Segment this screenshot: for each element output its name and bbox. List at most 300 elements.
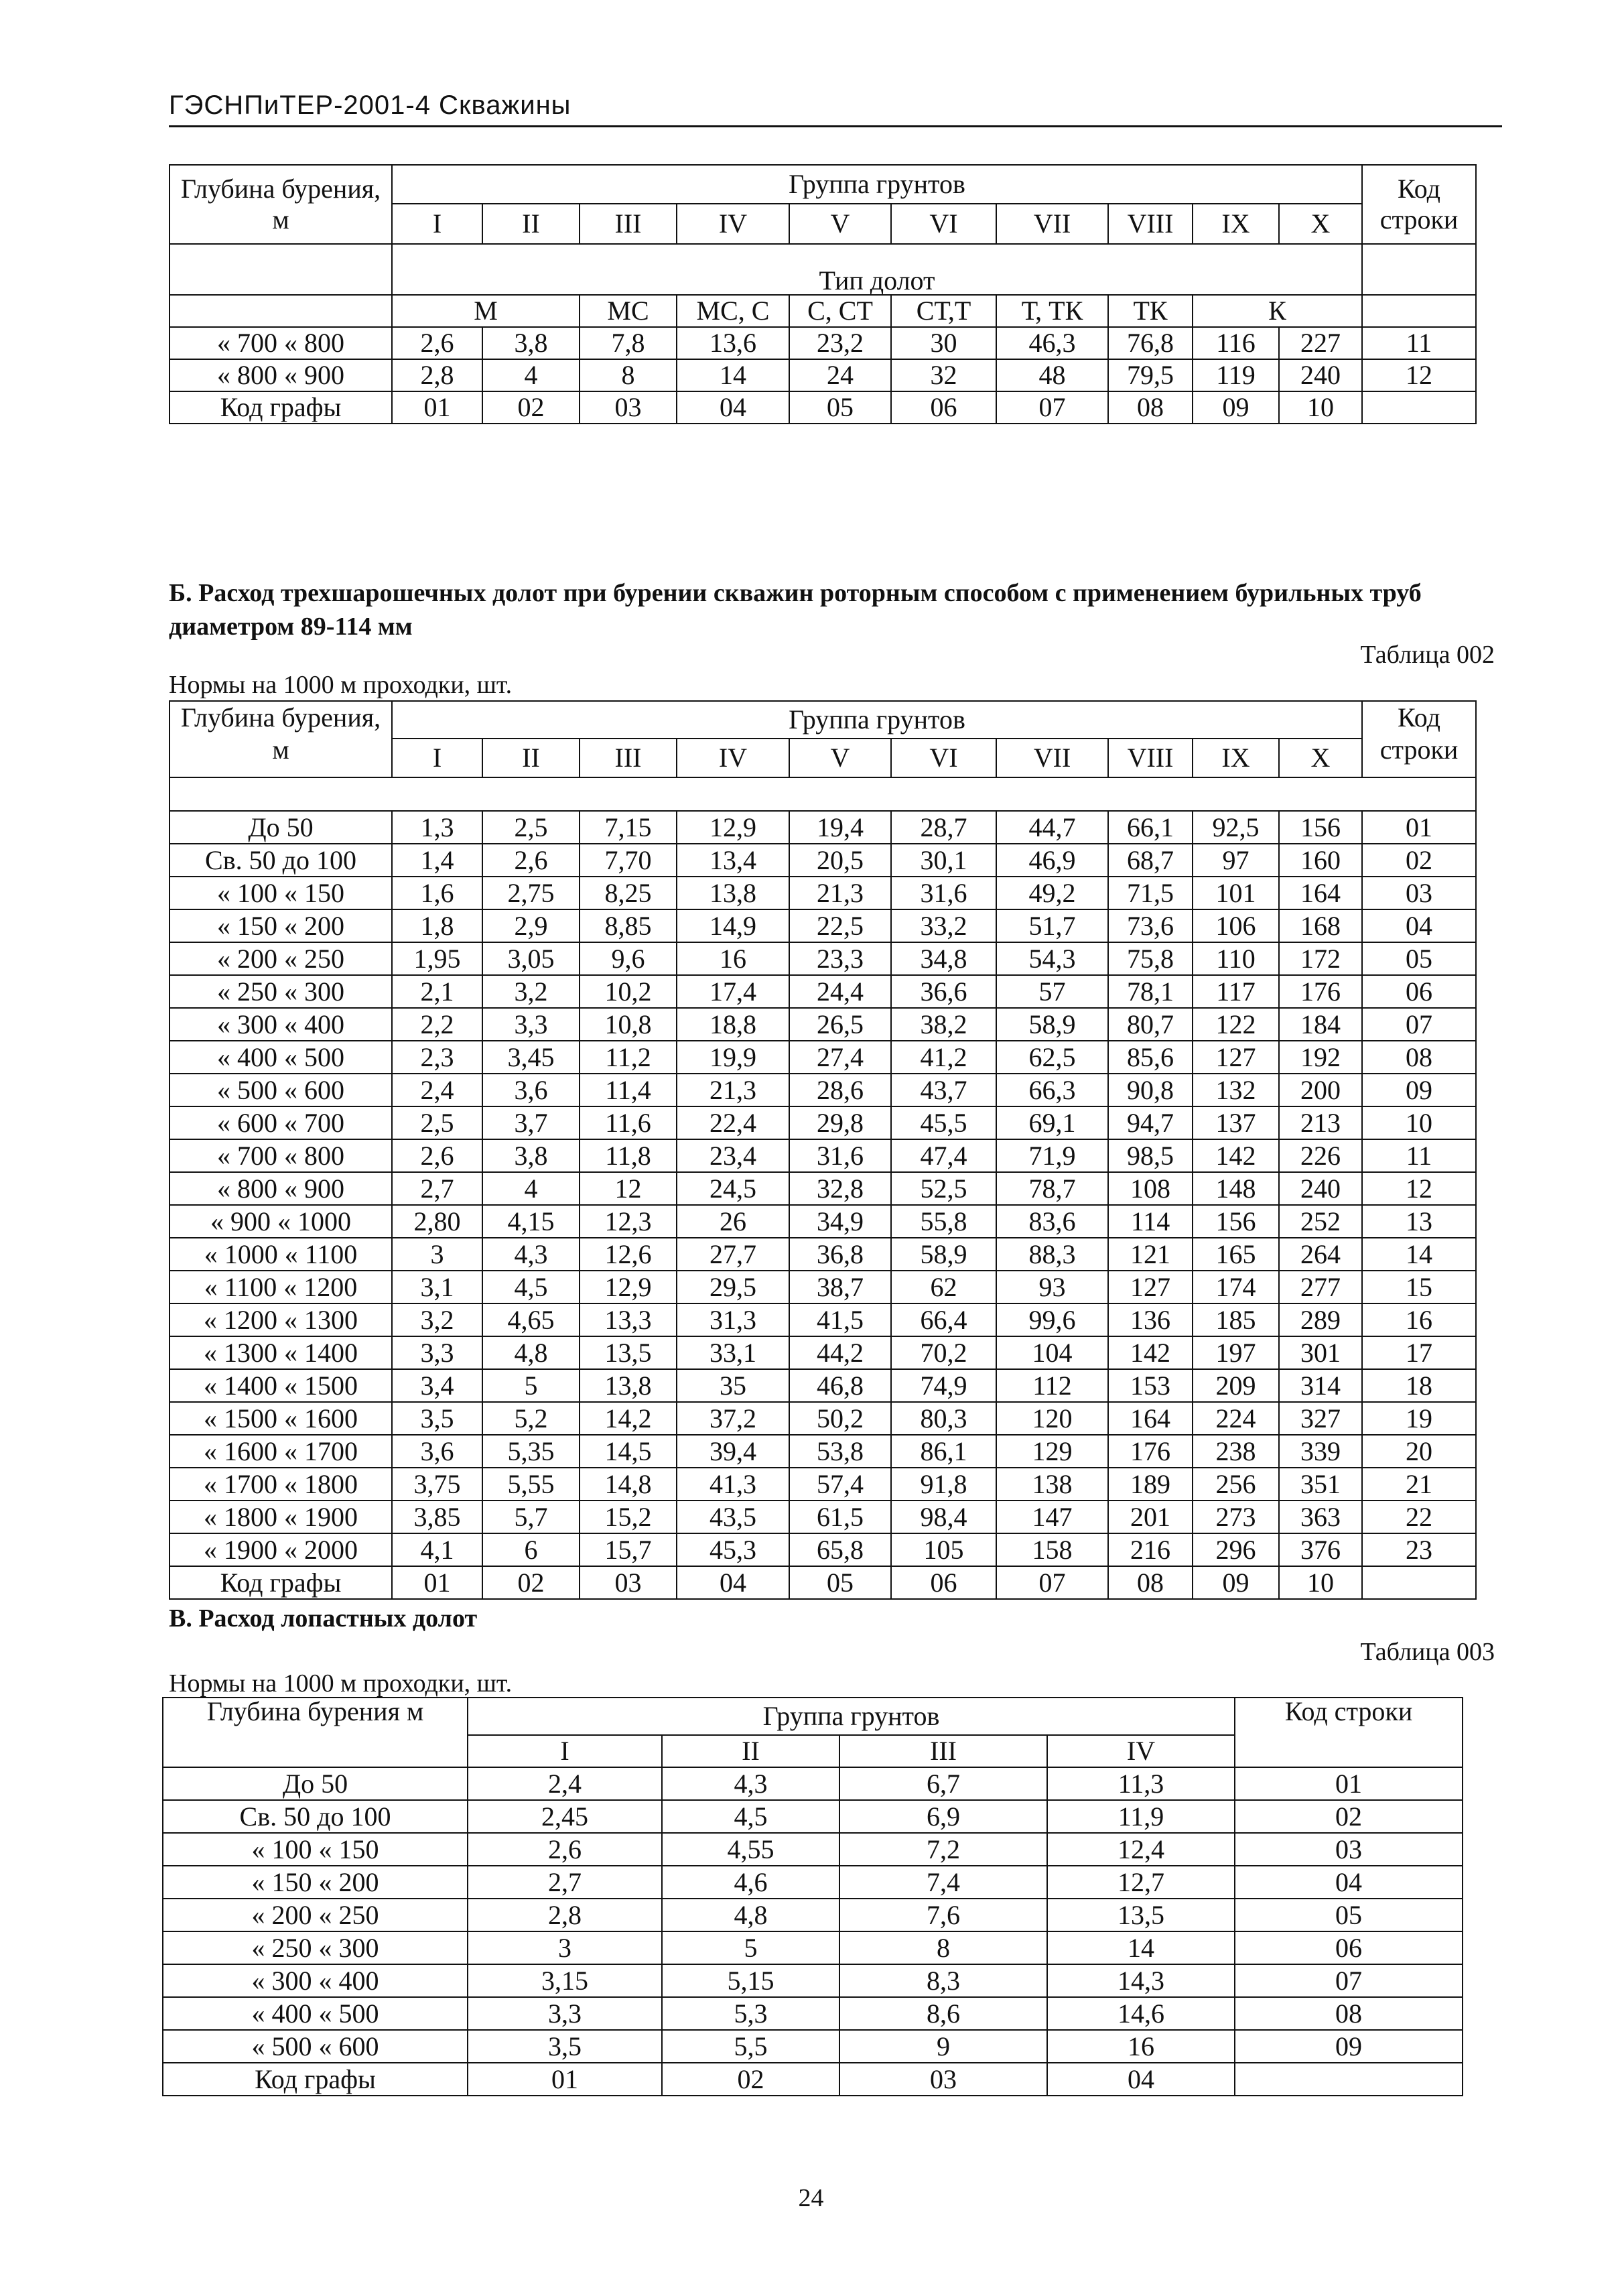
depth-cell: До 50	[170, 811, 392, 844]
value-cell: 2,3	[392, 1041, 482, 1074]
value-cell: 116	[1193, 327, 1279, 359]
row-code-cell: 12	[1362, 1172, 1476, 1205]
value-cell: 101	[1193, 877, 1279, 909]
column-code-label: Код графы	[170, 1566, 392, 1599]
value-cell: 3	[392, 1238, 482, 1271]
column-code-cell: 08	[1108, 391, 1193, 424]
depth-cell: « 150 « 200	[163, 1866, 468, 1899]
value-cell: 13,5	[1047, 1899, 1235, 1931]
value-cell: 43,7	[891, 1074, 996, 1106]
value-cell: 314	[1279, 1369, 1362, 1402]
value-cell: 142	[1108, 1336, 1193, 1369]
table-row	[170, 1008, 1476, 1041]
column-code-cell: 03	[839, 2063, 1047, 2096]
table-row	[170, 1402, 1476, 1435]
table-row	[170, 975, 1476, 1008]
footer-row	[170, 1566, 1476, 1599]
row-code-cell: 16	[1362, 1303, 1476, 1336]
value-cell: 23,4	[677, 1139, 789, 1172]
value-cell: 5	[662, 1931, 839, 1964]
column-code-cell: 10	[1279, 391, 1362, 424]
group-header-cell: VII	[996, 739, 1108, 777]
value-cell: 57,4	[789, 1468, 891, 1501]
value-cell: 2,6	[468, 1833, 662, 1866]
column-code-cell: 01	[392, 1566, 482, 1599]
value-cell: 12,9	[677, 811, 789, 844]
value-cell: 7,4	[839, 1866, 1047, 1899]
value-cell: 277	[1279, 1271, 1362, 1303]
value-cell: 7,15	[580, 811, 677, 844]
value-cell: 4,55	[662, 1833, 839, 1866]
group-column-header: Группа грунтов	[392, 165, 1362, 204]
column-code-cell: 09	[1193, 1566, 1279, 1599]
value-cell: 117	[1193, 975, 1279, 1008]
blank-cell	[170, 244, 392, 295]
depth-cell: « 150 « 200	[170, 909, 392, 942]
value-cell: 6,7	[839, 1767, 1047, 1800]
depth-cell: Св. 50 до 100	[163, 1800, 468, 1833]
value-cell: 20,5	[789, 844, 891, 877]
value-cell: 8,85	[580, 909, 677, 942]
value-cell: 14,2	[580, 1402, 677, 1435]
value-cell: 45,3	[677, 1533, 789, 1566]
value-cell: 21,3	[789, 877, 891, 909]
value-cell: 1,6	[392, 877, 482, 909]
row-code-cell: 07	[1235, 1964, 1463, 1997]
row-code-column-header: Код строки	[1235, 1698, 1463, 1735]
value-cell: 4,1	[392, 1533, 482, 1566]
value-cell: 1,3	[392, 811, 482, 844]
page-number: 24	[798, 2184, 824, 2212]
blank-cell	[1362, 295, 1476, 327]
row-code-cell: 03	[1235, 1833, 1463, 1866]
table-row	[163, 2030, 1463, 2063]
value-cell: 44,2	[789, 1336, 891, 1369]
depth-column-header: Глубина бурения м	[163, 1698, 468, 1735]
value-cell: 3,2	[482, 975, 580, 1008]
row-code-cell: 04	[1362, 909, 1476, 942]
value-cell: 62	[891, 1271, 996, 1303]
value-cell: 2,4	[468, 1767, 662, 1800]
value-cell: 197	[1193, 1336, 1279, 1369]
value-cell: 7,8	[580, 327, 677, 359]
value-cell: 209	[1193, 1369, 1279, 1402]
value-cell: 8,3	[839, 1964, 1047, 1997]
table-row	[170, 1271, 1476, 1303]
value-cell: 3,5	[392, 1402, 482, 1435]
value-cell: 9	[839, 2030, 1047, 2063]
bit-type-cell: ТК	[1108, 295, 1193, 327]
value-cell: 3,4	[392, 1369, 482, 1402]
value-cell: 46,9	[996, 844, 1108, 877]
blank-row	[170, 777, 1476, 811]
table-row	[170, 844, 1476, 877]
value-cell: 2,6	[482, 844, 580, 877]
depth-cell: « 1800 « 1900	[170, 1501, 392, 1533]
table-a	[169, 164, 1477, 424]
group-header-cell: V	[789, 204, 891, 244]
value-cell: 227	[1279, 327, 1362, 359]
value-cell: 85,6	[1108, 1041, 1193, 1074]
row-code-cell: 15	[1362, 1271, 1476, 1303]
value-cell: 339	[1279, 1435, 1362, 1468]
value-cell: 68,7	[1108, 844, 1193, 877]
depth-cell: « 250 « 300	[170, 975, 392, 1008]
depth-cell: « 400 « 500	[163, 1997, 468, 2030]
depth-cell: « 1600 « 1700	[170, 1435, 392, 1468]
value-cell: 30,1	[891, 844, 996, 877]
row-code-cell: 18	[1362, 1369, 1476, 1402]
value-cell: 4,5	[662, 1800, 839, 1833]
depth-cell: « 1000 « 1100	[170, 1238, 392, 1271]
section-c-title: В. Расход лопастных долот	[169, 1604, 478, 1633]
table-row	[170, 1501, 1476, 1533]
value-cell: 4,3	[482, 1238, 580, 1271]
value-cell: 88,3	[996, 1238, 1108, 1271]
value-cell: 13,8	[677, 877, 789, 909]
column-code-cell: 02	[482, 391, 580, 424]
value-cell: 240	[1279, 1172, 1362, 1205]
value-cell: 23,3	[789, 942, 891, 975]
value-cell: 62,5	[996, 1041, 1108, 1074]
group-header-cell: I	[392, 739, 482, 777]
value-cell: 93	[996, 1271, 1108, 1303]
column-code-cell: 05	[789, 391, 891, 424]
depth-cell: До 50	[163, 1767, 468, 1800]
table-003-label: Таблица 003	[1360, 1638, 1495, 1666]
row-code-column-header: Код строки	[1362, 165, 1476, 244]
value-cell: 4,65	[482, 1303, 580, 1336]
section-b-norms: Нормы на 1000 м проходки, шт.	[169, 671, 513, 699]
row-code-cell: 21	[1362, 1468, 1476, 1501]
column-code-cell: 01	[468, 2063, 662, 2096]
value-cell: 46,3	[996, 327, 1108, 359]
value-cell: 71,9	[996, 1139, 1108, 1172]
value-cell: 174	[1193, 1271, 1279, 1303]
table-row	[170, 1369, 1476, 1402]
group-header-cell: III	[839, 1735, 1047, 1767]
value-cell: 192	[1279, 1041, 1362, 1074]
value-cell: 33,1	[677, 1336, 789, 1369]
column-code-label: Код графы	[163, 2063, 468, 2096]
value-cell: 200	[1279, 1074, 1362, 1106]
bit-type-cell: СТ,Т	[891, 295, 996, 327]
value-cell: 2,7	[468, 1866, 662, 1899]
value-cell: 9,6	[580, 942, 677, 975]
depth-cell: « 100 « 150	[163, 1833, 468, 1866]
value-cell: 168	[1279, 909, 1362, 942]
depth-cell: « 1300 « 1400	[170, 1336, 392, 1369]
row-code-cell: 05	[1362, 942, 1476, 975]
blank-cell	[1362, 1566, 1476, 1599]
value-cell: 14,6	[1047, 1997, 1235, 2030]
value-cell: 5,2	[482, 1402, 580, 1435]
value-cell: 4,15	[482, 1205, 580, 1238]
value-cell: 78,7	[996, 1172, 1108, 1205]
row-code-cell: 17	[1362, 1336, 1476, 1369]
value-cell: 4,5	[482, 1271, 580, 1303]
value-cell: 148	[1193, 1172, 1279, 1205]
row-code-cell: 08	[1362, 1041, 1476, 1074]
value-cell: 5,3	[662, 1997, 839, 2030]
row-code-cell: 13	[1362, 1205, 1476, 1238]
depth-cell: « 800 « 900	[170, 1172, 392, 1205]
value-cell: 54,3	[996, 942, 1108, 975]
row-code-cell: 06	[1235, 1931, 1463, 1964]
value-cell: 27,7	[677, 1238, 789, 1271]
row-code-cell: 11	[1362, 327, 1476, 359]
depth-column-header: Глубина бурения, м	[170, 701, 392, 777]
value-cell: 147	[996, 1501, 1108, 1533]
row-code-column-header: Код строки	[1362, 701, 1476, 777]
page-header	[169, 90, 1502, 127]
value-cell: 70,2	[891, 1336, 996, 1369]
value-cell: 13,6	[677, 327, 789, 359]
value-cell: 2,4	[392, 1074, 482, 1106]
group-header-cell: V	[789, 739, 891, 777]
value-cell: 37,2	[677, 1402, 789, 1435]
table-row	[170, 909, 1476, 942]
group-header-cell: VI	[891, 739, 996, 777]
column-code-cell: 04	[677, 1566, 789, 1599]
bit-type-cell: С, СТ	[789, 295, 891, 327]
value-cell: 12,4	[1047, 1833, 1235, 1866]
value-cell: 5,7	[482, 1501, 580, 1533]
table-003	[162, 1697, 1463, 2096]
footer-row	[163, 2063, 1463, 2096]
value-cell: 2,8	[468, 1899, 662, 1931]
value-cell: 43,5	[677, 1501, 789, 1533]
row-code-cell: 06	[1362, 975, 1476, 1008]
column-code-cell: 07	[996, 391, 1108, 424]
value-cell: 3,3	[482, 1008, 580, 1041]
depth-cell: « 1400 « 1500	[170, 1369, 392, 1402]
value-cell: 49,2	[996, 877, 1108, 909]
value-cell: 13,4	[677, 844, 789, 877]
group-header-cell: IX	[1193, 204, 1279, 244]
value-cell: 108	[1108, 1172, 1193, 1205]
value-cell: 66,3	[996, 1074, 1108, 1106]
table-row	[170, 1172, 1476, 1205]
value-cell: 66,1	[1108, 811, 1193, 844]
value-cell: 80,3	[891, 1402, 996, 1435]
value-cell: 24	[789, 359, 891, 391]
value-cell: 122	[1193, 1008, 1279, 1041]
table-row	[170, 1468, 1476, 1501]
value-cell: 58,9	[891, 1238, 996, 1271]
value-cell: 11,2	[580, 1041, 677, 1074]
value-cell: 156	[1193, 1205, 1279, 1238]
value-cell: 3,15	[468, 1964, 662, 1997]
table-row	[170, 811, 1476, 844]
value-cell: 110	[1193, 942, 1279, 975]
value-cell: 11,4	[580, 1074, 677, 1106]
value-cell: 12,7	[1047, 1866, 1235, 1899]
depth-cell: « 300 « 400	[163, 1964, 468, 1997]
value-cell: 28,7	[891, 811, 996, 844]
row-code-cell: 09	[1362, 1074, 1476, 1106]
value-cell: 92,5	[1193, 811, 1279, 844]
value-cell: 164	[1108, 1402, 1193, 1435]
value-cell: 79,5	[1108, 359, 1193, 391]
row-code-cell: 23	[1362, 1533, 1476, 1566]
table-row	[170, 1303, 1476, 1336]
row-code-cell: 14	[1362, 1238, 1476, 1271]
document-title: ГЭСНПиТЕР-2001-4 Скважины	[169, 90, 571, 120]
value-cell: 153	[1108, 1369, 1193, 1402]
row-code-cell: 10	[1362, 1106, 1476, 1139]
value-cell: 31,6	[789, 1139, 891, 1172]
group-header-cell: VI	[891, 204, 996, 244]
value-cell: 31,3	[677, 1303, 789, 1336]
value-cell: 132	[1193, 1074, 1279, 1106]
value-cell: 8,25	[580, 877, 677, 909]
value-cell: 112	[996, 1369, 1108, 1402]
value-cell: 86,1	[891, 1435, 996, 1468]
column-code-cell: 06	[891, 391, 996, 424]
value-cell: 158	[996, 1533, 1108, 1566]
value-cell: 114	[1108, 1205, 1193, 1238]
value-cell: 41,3	[677, 1468, 789, 1501]
value-cell: 156	[1279, 811, 1362, 844]
value-cell: 189	[1108, 1468, 1193, 1501]
group-header-cell: IX	[1193, 739, 1279, 777]
group-header-row	[163, 1735, 1463, 1767]
value-cell: 10,2	[580, 975, 677, 1008]
blank-cell	[170, 295, 392, 327]
value-cell: 121	[1108, 1238, 1193, 1271]
value-cell: 165	[1193, 1238, 1279, 1271]
column-code-cell: 04	[1047, 2063, 1235, 2096]
value-cell: 3,5	[468, 2030, 662, 2063]
value-cell: 216	[1108, 1533, 1193, 1566]
depth-cell: Св. 50 до 100	[170, 844, 392, 877]
value-cell: 4,8	[662, 1899, 839, 1931]
value-cell: 3,3	[468, 1997, 662, 2030]
value-cell: 138	[996, 1468, 1108, 1501]
value-cell: 5,55	[482, 1468, 580, 1501]
value-cell: 15,2	[580, 1501, 677, 1533]
value-cell: 363	[1279, 1501, 1362, 1533]
value-cell: 2,6	[392, 327, 482, 359]
depth-cell: « 250 « 300	[163, 1931, 468, 1964]
table-row	[170, 1139, 1476, 1172]
column-code-cell: 07	[996, 1566, 1108, 1599]
table-row	[170, 359, 1476, 391]
value-cell: 10,8	[580, 1008, 677, 1041]
value-cell: 32	[891, 359, 996, 391]
value-cell: 29,8	[789, 1106, 891, 1139]
value-cell: 22,4	[677, 1106, 789, 1139]
depth-cell: « 1200 « 1300	[170, 1303, 392, 1336]
depth-cell: « 900 « 1000	[170, 1205, 392, 1238]
depth-cell: « 1900 « 2000	[170, 1533, 392, 1566]
row-code-cell: 11	[1362, 1139, 1476, 1172]
value-cell: 13,3	[580, 1303, 677, 1336]
table-row	[170, 942, 1476, 975]
value-cell: 301	[1279, 1336, 1362, 1369]
group-header-cell: III	[580, 739, 677, 777]
row-code-cell: 22	[1362, 1501, 1476, 1533]
value-cell: 184	[1279, 1008, 1362, 1041]
value-cell: 5,5	[662, 2030, 839, 2063]
blank-cell	[1362, 244, 1476, 295]
value-cell: 7,70	[580, 844, 677, 877]
value-cell: 8	[580, 359, 677, 391]
value-cell: 69,1	[996, 1106, 1108, 1139]
table-row	[170, 1533, 1476, 1566]
value-cell: 136	[1108, 1303, 1193, 1336]
table-row	[163, 1964, 1463, 1997]
depth-cell: « 500 « 600	[170, 1074, 392, 1106]
value-cell: 97	[1193, 844, 1279, 877]
value-cell: 172	[1279, 942, 1362, 975]
value-cell: 33,2	[891, 909, 996, 942]
value-cell: 13,8	[580, 1369, 677, 1402]
value-cell: 45,5	[891, 1106, 996, 1139]
column-code-cell: 01	[392, 391, 482, 424]
group-header-cell: VII	[996, 204, 1108, 244]
value-cell: 104	[996, 1336, 1108, 1369]
value-cell: 39,4	[677, 1435, 789, 1468]
group-header-cell: IV	[677, 204, 789, 244]
value-cell: 1,8	[392, 909, 482, 942]
value-cell: 26,5	[789, 1008, 891, 1041]
row-code-cell: 07	[1362, 1008, 1476, 1041]
table-row	[170, 327, 1476, 359]
depth-cell: « 700 « 800	[170, 327, 392, 359]
value-cell: 47,4	[891, 1139, 996, 1172]
row-code-cell: 20	[1362, 1435, 1476, 1468]
value-cell: 327	[1279, 1402, 1362, 1435]
value-cell: 2,80	[392, 1205, 482, 1238]
value-cell: 4,8	[482, 1336, 580, 1369]
column-code-cell: 03	[580, 1566, 677, 1599]
table-row	[170, 1336, 1476, 1369]
bit-type-cell: Т, ТК	[996, 295, 1108, 327]
value-cell: 11,3	[1047, 1767, 1235, 1800]
value-cell: 18,8	[677, 1008, 789, 1041]
blank-cell	[1235, 1735, 1463, 1767]
value-cell: 14	[1047, 1931, 1235, 1964]
depth-cell: « 100 « 150	[170, 877, 392, 909]
value-cell: 15,7	[580, 1533, 677, 1566]
value-cell: 44,7	[996, 811, 1108, 844]
value-cell: 1,95	[392, 942, 482, 975]
value-cell: 4	[482, 1172, 580, 1205]
value-cell: 31,6	[891, 877, 996, 909]
bit-type-cell: К	[1193, 295, 1362, 327]
footer-row	[170, 391, 1476, 424]
value-cell: 176	[1108, 1435, 1193, 1468]
column-code-cell: 02	[482, 1566, 580, 1599]
column-code-cell: 05	[789, 1566, 891, 1599]
group-header-cell: II	[662, 1735, 839, 1767]
row-code-cell: 02	[1235, 1800, 1463, 1833]
value-cell: 4	[482, 359, 580, 391]
group-header-cell: X	[1279, 204, 1362, 244]
value-cell: 3,85	[392, 1501, 482, 1533]
value-cell: 2,2	[392, 1008, 482, 1041]
value-cell: 11,8	[580, 1139, 677, 1172]
value-cell: 2,75	[482, 877, 580, 909]
table-row	[170, 877, 1476, 909]
value-cell: 3,8	[482, 327, 580, 359]
value-cell: 65,8	[789, 1533, 891, 1566]
depth-cell: « 200 « 250	[163, 1899, 468, 1931]
value-cell: 120	[996, 1402, 1108, 1435]
bit-type-cell: МС	[580, 295, 677, 327]
